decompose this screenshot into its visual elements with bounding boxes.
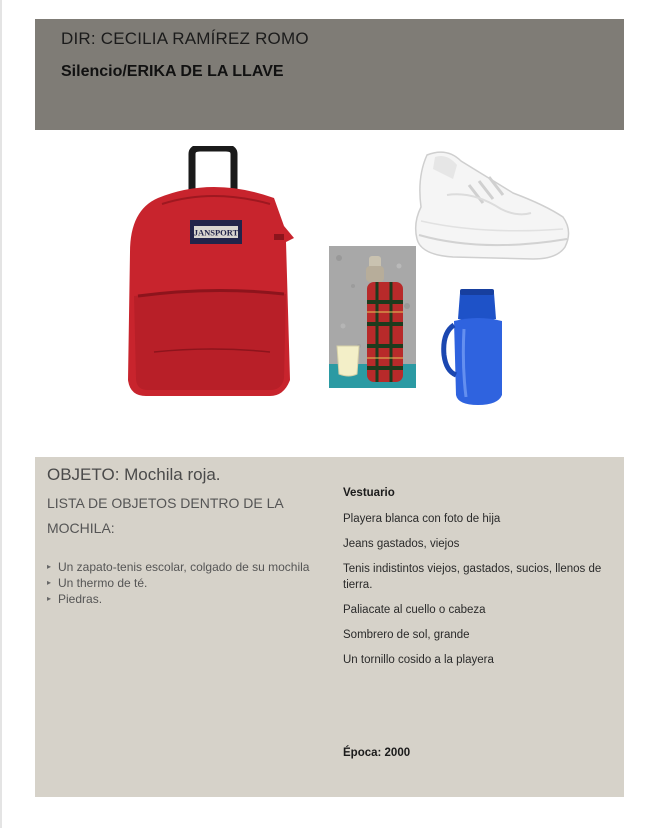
list-item: ▸ Piedras. [47,591,312,607]
object-title: OBJETO: Mochila roja. [47,465,221,484]
list-item: Jeans gastados, viejos [343,538,460,550]
list-item: Tenis indistintos viejos, gastados, sucios, llenos de tierra. [343,563,602,591]
vestuario-list [343,511,613,677]
page-left-edge [0,0,2,828]
vestuario-title: Vestuario [343,487,395,499]
bottom-info-panel [35,457,624,797]
header-banner [35,19,624,130]
list-item: Playera blanca con foto de hija [343,513,501,525]
backpack-logo-text: JANSPORT [193,227,239,238]
title-line: Silencio/ERIKA DE LA LLAVE [61,63,284,80]
plaid-thermos-photo [329,246,416,388]
white-sneaker-image [413,143,571,263]
director-line: DIR: CECILIA RAMÍREZ ROMO [61,29,309,48]
list-item: Un tornillo cosido a la playera [343,654,494,666]
list-item: ▸ Un thermo de té. [47,575,312,591]
object-list [47,559,312,607]
list-item: Sombrero de sol, grande [343,629,470,641]
list-item: ▸ Un zapato-tenis escolar, colgado de su mochila [47,559,312,575]
object-list-title: LISTA DE OBJETOS DENTRO DE LA MOCHILA: [47,495,283,536]
list-item: Paliacate al cuello o cabeza [343,604,486,616]
epoca-label: Época: 2000 [343,747,411,759]
red-backpack-image [124,146,300,398]
blue-thermos-image [440,285,510,409]
